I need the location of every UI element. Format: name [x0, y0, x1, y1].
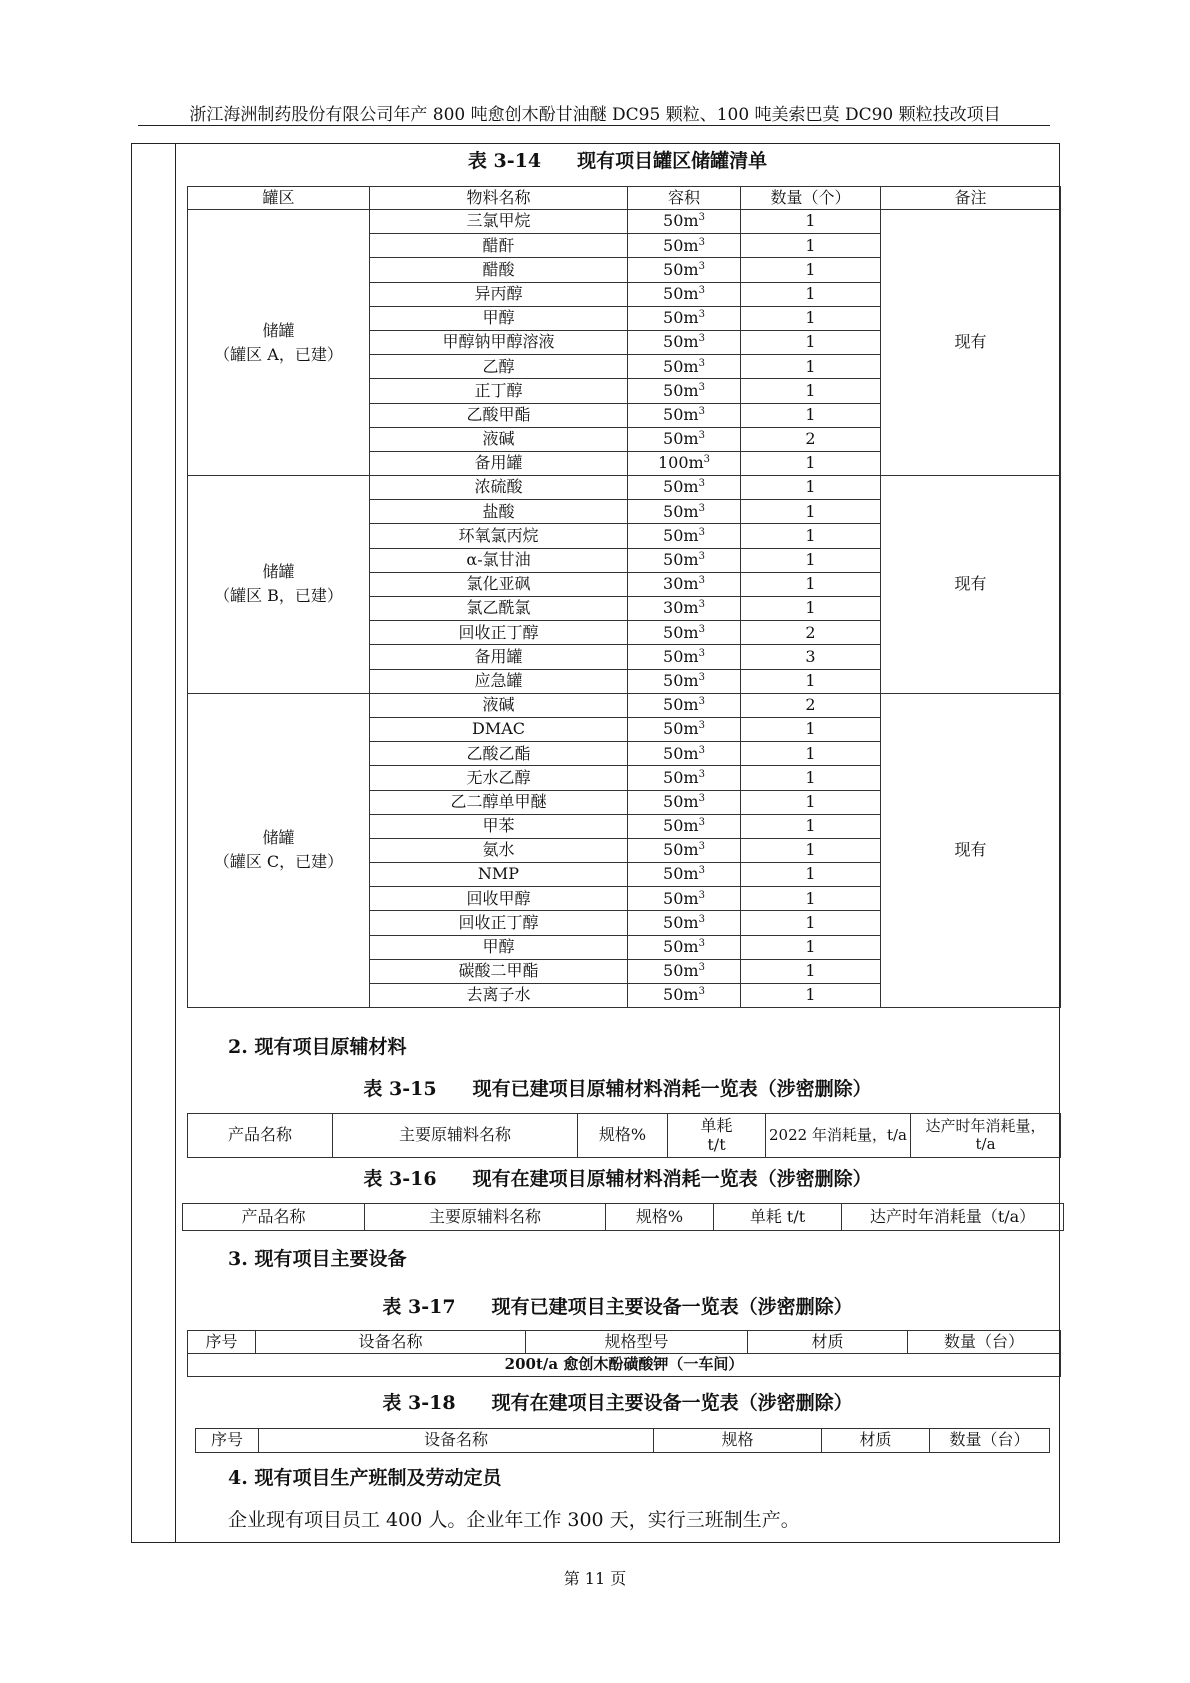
volume-cell	[628, 935, 741, 959]
remark-cell: 现有	[881, 693, 1061, 1007]
material-name-cell: 回收正丁醇	[370, 911, 628, 935]
cubic-superscript: 3	[698, 623, 705, 635]
volume-cell	[628, 790, 741, 814]
volume-value: 50m	[663, 501, 699, 521]
volume-cell	[628, 524, 741, 548]
col-header: 规格	[654, 1429, 822, 1453]
material-name-cell: NMP	[370, 863, 628, 887]
volume-value: 50m	[663, 380, 699, 400]
material-name-cell: 乙酸乙酯	[370, 742, 628, 766]
col-header: 达产时年消耗量（t/a）	[842, 1204, 1064, 1231]
material-name-cell: 备用罐	[370, 451, 628, 475]
cubic-superscript: 3	[698, 260, 705, 272]
material-name-cell: 甲醇	[370, 306, 628, 330]
col-header: 备注	[881, 187, 1061, 210]
cubic-superscript: 3	[698, 696, 705, 708]
table-3-14-caption	[175, 146, 1060, 173]
header-rule	[138, 125, 1050, 126]
volume-cell	[628, 572, 741, 596]
volume-value: 50m	[663, 356, 699, 376]
material-name-cell: 盐酸	[370, 500, 628, 524]
col-header: 规格%	[578, 1114, 668, 1158]
material-name-cell: 甲醇	[370, 935, 628, 959]
material-name-cell: 回收正丁醇	[370, 621, 628, 645]
cubic-superscript: 3	[698, 841, 705, 853]
volume-cell	[628, 645, 741, 669]
quantity-cell: 1	[741, 959, 881, 983]
volume-cell	[628, 306, 741, 330]
col-header: 产品名称	[183, 1204, 365, 1231]
volume-value: 50m	[663, 937, 699, 957]
volume-value: 30m	[663, 598, 699, 618]
material-name-cell: 三氯甲烷	[370, 210, 628, 234]
section-heading: 4. 现有项目生产班制及劳动定员	[228, 1467, 502, 1489]
cubic-superscript: 3	[698, 551, 705, 563]
cubic-superscript: 3	[698, 720, 705, 732]
material-name-cell: 氯乙酰氯	[370, 597, 628, 621]
volume-value: 50m	[663, 332, 699, 352]
staffing-paragraph: 企业现有项目员工 400 人。企业年工作 300 天，实行三班制生产。	[228, 1509, 800, 1531]
col-header: 数量（台）	[908, 1331, 1061, 1354]
volume-value: 50m	[663, 912, 699, 932]
volume-cell	[628, 282, 741, 306]
equipment-building-table	[195, 1428, 1050, 1453]
quantity-cell: 1	[741, 790, 881, 814]
volume-cell	[628, 984, 741, 1008]
quantity-cell: 1	[741, 210, 881, 234]
quantity-cell: 1	[741, 524, 881, 548]
col-header: 设备名称	[259, 1429, 654, 1453]
materials-building-table	[182, 1203, 1064, 1231]
remark-cell: 现有	[881, 476, 1061, 694]
material-name-cell: 液碱	[370, 427, 628, 451]
quantity-cell: 1	[741, 838, 881, 862]
quantity-cell: 1	[741, 572, 881, 596]
tank-list-table	[187, 186, 1061, 1008]
volume-cell	[628, 330, 741, 354]
table-number: 表 3-17	[382, 1296, 456, 1318]
volume-value: 50m	[663, 622, 699, 642]
volume-cell	[628, 621, 741, 645]
volume-cell	[628, 210, 741, 234]
volume-value: 50m	[663, 791, 699, 811]
remark-cell: 现有	[881, 210, 1061, 476]
quantity-cell: 1	[741, 597, 881, 621]
material-name-cell: 液碱	[370, 693, 628, 717]
section-heading: 3. 现有项目主要设备	[228, 1248, 407, 1270]
cubic-superscript: 3	[698, 744, 705, 756]
table-row	[188, 476, 1061, 500]
volume-cell	[628, 911, 741, 935]
material-name-cell: 应急罐	[370, 669, 628, 693]
volume-value: 50m	[663, 961, 699, 981]
volume-value: 50m	[663, 743, 699, 763]
quantity-cell: 1	[741, 984, 881, 1008]
cubic-superscript: 3	[698, 865, 705, 877]
col-header: 达产时年消耗量， t/a	[911, 1114, 1061, 1158]
col-header: 序号	[196, 1429, 259, 1453]
tank-area-cell	[188, 476, 370, 694]
tank-area-name: （罐区 C，已建）	[213, 852, 344, 872]
quantity-cell: 1	[741, 887, 881, 911]
cubic-superscript: 3	[698, 236, 705, 248]
quantity-cell: 1	[741, 742, 881, 766]
table-header-row	[188, 187, 1061, 210]
quantity-cell: 1	[741, 258, 881, 282]
cubic-superscript: 3	[698, 768, 705, 780]
table-number: 表 3-18	[382, 1392, 456, 1414]
col-header: 物料名称	[370, 187, 628, 210]
table-row	[188, 210, 1061, 234]
material-name-cell: 乙醇	[370, 355, 628, 379]
volume-value: 50m	[663, 888, 699, 908]
volume-cell	[628, 863, 741, 887]
quantity-cell: 1	[741, 935, 881, 959]
volume-value: 50m	[663, 259, 699, 279]
volume-value: 50m	[663, 767, 699, 787]
cubic-superscript: 3	[698, 671, 705, 683]
tank-area-type: 储罐	[262, 828, 295, 848]
tank-list-body	[188, 210, 1061, 1008]
quantity-cell: 1	[741, 355, 881, 379]
volume-value: 100m	[657, 453, 704, 473]
materials-built-table	[187, 1113, 1061, 1158]
col-header: 材质	[822, 1429, 930, 1453]
volume-value: 50m	[663, 670, 699, 690]
tank-area-name: （罐区 B，已建）	[214, 586, 343, 606]
cubic-superscript: 3	[698, 309, 705, 321]
material-name-cell: DMAC	[370, 717, 628, 741]
table-3-15-caption	[175, 1074, 1060, 1101]
table-title: 现有在建项目主要设备一览表（涉密删除）	[491, 1392, 853, 1414]
cubic-superscript: 3	[698, 599, 705, 611]
col-header: 单耗 t/t	[714, 1204, 842, 1231]
volume-value: 50m	[663, 695, 699, 715]
table-3-17-caption	[175, 1292, 1060, 1319]
volume-cell	[628, 379, 741, 403]
material-name-cell: 甲苯	[370, 814, 628, 838]
volume-cell	[628, 476, 741, 500]
cubic-superscript: 3	[698, 575, 705, 587]
cubic-superscript: 3	[698, 913, 705, 925]
volume-value: 50m	[663, 525, 699, 545]
cubic-superscript: 3	[698, 817, 705, 829]
cubic-superscript: 3	[698, 357, 705, 369]
col-header: 数量（个）	[741, 187, 881, 210]
quantity-cell: 2	[741, 693, 881, 717]
col-header: 序号	[188, 1331, 256, 1354]
col-header: 主要原辅料名称	[333, 1114, 578, 1158]
material-name-cell: 正丁醇	[370, 379, 628, 403]
volume-value: 50m	[663, 283, 699, 303]
volume-cell	[628, 669, 741, 693]
quantity-cell: 1	[741, 548, 881, 572]
volume-cell	[628, 234, 741, 258]
volume-value: 50m	[663, 429, 699, 449]
tank-area-cell	[188, 693, 370, 1007]
material-name-cell: 甲醇钠甲醇溶液	[370, 330, 628, 354]
volume-cell	[628, 427, 741, 451]
volume-cell	[628, 766, 741, 790]
cubic-superscript: 3	[698, 478, 705, 490]
cubic-superscript: 3	[698, 792, 705, 804]
volume-cell	[628, 403, 741, 427]
quantity-cell: 1	[741, 717, 881, 741]
volume-value: 50m	[663, 719, 699, 739]
col-header: 数量（台）	[930, 1429, 1050, 1453]
volume-value: 50m	[663, 550, 699, 570]
table-number: 表 3-15	[363, 1078, 437, 1100]
quantity-cell: 1	[741, 306, 881, 330]
volume-cell	[628, 548, 741, 572]
cubic-superscript: 3	[698, 502, 705, 514]
cubic-superscript: 3	[698, 430, 705, 442]
quantity-cell: 1	[741, 863, 881, 887]
quantity-cell: 1	[741, 500, 881, 524]
material-name-cell: 异丙醇	[370, 282, 628, 306]
material-name-cell: α-氯甘油	[370, 548, 628, 572]
cubic-superscript: 3	[698, 938, 705, 950]
volume-cell	[628, 258, 741, 282]
quantity-cell: 1	[741, 766, 881, 790]
volume-cell	[628, 814, 741, 838]
table-title: 现有在建项目原辅材料消耗一览表（涉密删除）	[472, 1168, 872, 1190]
table-title: 现有已建项目原辅材料消耗一览表（涉密删除）	[472, 1078, 872, 1100]
cubic-superscript: 3	[698, 962, 705, 974]
volume-value: 50m	[663, 816, 699, 836]
volume-cell	[628, 693, 741, 717]
table-3-16-caption	[175, 1164, 1060, 1191]
quantity-cell: 1	[741, 911, 881, 935]
quantity-cell: 1	[741, 234, 881, 258]
col-header: 规格型号	[526, 1331, 748, 1354]
cubic-superscript: 3	[698, 647, 705, 659]
col-header: 设备名称	[256, 1331, 526, 1354]
volume-value: 30m	[663, 574, 699, 594]
volume-value: 50m	[663, 985, 699, 1005]
material-name-cell: 乙酸甲酯	[370, 403, 628, 427]
col-header: 容积	[628, 187, 741, 210]
quantity-cell: 1	[741, 379, 881, 403]
col-header: 产品名称	[188, 1114, 333, 1158]
volume-cell	[628, 959, 741, 983]
col-header: 材质	[748, 1331, 908, 1354]
material-name-cell: 氯化亚砜	[370, 572, 628, 596]
table-header-row	[188, 1331, 1061, 1354]
col-header: 2022 年消耗量，t/a	[766, 1114, 911, 1158]
volume-cell	[628, 887, 741, 911]
cubic-superscript: 3	[698, 405, 705, 417]
equipment-built-table	[187, 1330, 1061, 1377]
volume-value: 50m	[663, 211, 699, 231]
material-name-cell: 无水乙醇	[370, 766, 628, 790]
page-header: 浙江海洲制药股份有限公司年产 800 吨愈创木酚甘油醚 DC95 颗粒、100 吨美索巴莫 DC90 颗粒技改项目	[189, 105, 1001, 125]
table-row	[188, 693, 1061, 717]
table-header-row	[183, 1204, 1064, 1231]
section-heading: 2. 现有项目原辅材料	[228, 1036, 407, 1058]
cubic-superscript: 3	[698, 986, 705, 998]
volume-value: 50m	[663, 840, 699, 860]
col-header: 单耗 t/t	[668, 1114, 766, 1158]
quantity-cell: 1	[741, 451, 881, 475]
volume-value: 50m	[663, 864, 699, 884]
volume-value: 50m	[663, 646, 699, 666]
material-name-cell: 碳酸二甲酯	[370, 959, 628, 983]
volume-cell	[628, 838, 741, 862]
page-number: 第 11 页	[563, 1569, 627, 1588]
quantity-cell: 1	[741, 814, 881, 838]
material-name-cell: 氨水	[370, 838, 628, 862]
table-group-row	[188, 1354, 1061, 1377]
table-number: 表 3-14	[467, 150, 542, 172]
material-name-cell: 醋酸	[370, 258, 628, 282]
workshop-group-label: 200t/a 愈创木酚磺酸钾（一车间）	[188, 1354, 1061, 1377]
tank-area-type: 储罐	[262, 562, 295, 582]
quantity-cell: 1	[741, 282, 881, 306]
col-header: 罐区	[188, 187, 370, 210]
quantity-cell: 1	[741, 330, 881, 354]
material-name-cell: 回收甲醇	[370, 887, 628, 911]
tank-area-name: （罐区 A，已建）	[214, 344, 343, 364]
table-3-18-caption	[175, 1388, 1060, 1415]
col-header: 主要原辅料名称	[365, 1204, 606, 1231]
material-name-cell: 醋酐	[370, 234, 628, 258]
cubic-superscript: 3	[698, 284, 705, 296]
quantity-cell: 1	[741, 476, 881, 500]
volume-cell	[628, 451, 741, 475]
material-name-cell: 浓硫酸	[370, 476, 628, 500]
quantity-cell: 1	[741, 669, 881, 693]
col-header: 规格%	[606, 1204, 714, 1231]
quantity-cell: 3	[741, 645, 881, 669]
volume-cell	[628, 742, 741, 766]
tank-area-type: 储罐	[262, 320, 295, 340]
volume-value: 50m	[663, 477, 699, 497]
volume-value: 50m	[663, 404, 699, 424]
cubic-superscript: 3	[698, 381, 705, 393]
table-title: 现有项目罐区储罐清单	[577, 150, 768, 172]
material-name-cell: 备用罐	[370, 645, 628, 669]
cubic-superscript: 3	[698, 889, 705, 901]
quantity-cell: 2	[741, 621, 881, 645]
material-name-cell: 环氧氯丙烷	[370, 524, 628, 548]
quantity-cell: 1	[741, 403, 881, 427]
table-header-row	[196, 1429, 1050, 1453]
table-title: 现有已建项目主要设备一览表（涉密删除）	[491, 1296, 853, 1318]
cubic-superscript: 3	[698, 333, 705, 345]
tank-area-cell	[188, 210, 370, 476]
volume-cell	[628, 717, 741, 741]
quantity-cell: 2	[741, 427, 881, 451]
material-name-cell: 去离子水	[370, 984, 628, 1008]
cubic-superscript: 3	[698, 526, 705, 538]
material-name-cell: 乙二醇单甲醚	[370, 790, 628, 814]
table-number: 表 3-16	[363, 1168, 437, 1190]
volume-value: 50m	[663, 308, 699, 328]
volume-value: 50m	[663, 235, 699, 255]
volume-cell	[628, 355, 741, 379]
volume-cell	[628, 597, 741, 621]
cubic-superscript: 3	[698, 212, 705, 224]
frame-left-column-divider	[175, 143, 176, 1543]
volume-cell	[628, 500, 741, 524]
table-header-row	[188, 1114, 1061, 1158]
cubic-superscript: 3	[703, 454, 711, 466]
